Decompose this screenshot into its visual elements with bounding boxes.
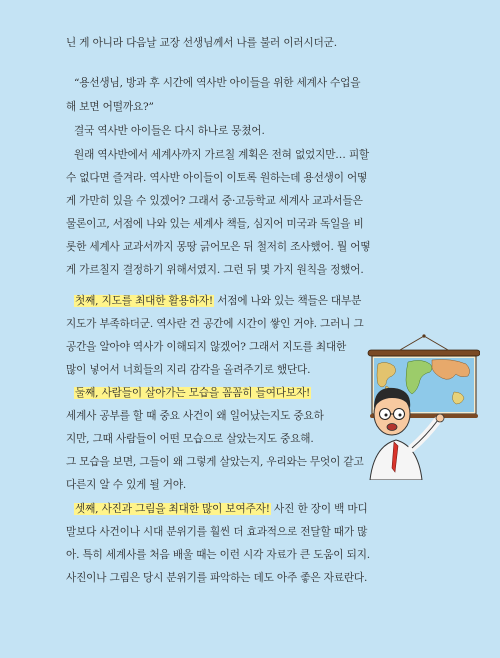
text-line: 원래 역사반에서 세계사까지 가르칠 계획은 전혀 없었지만… 피할 bbox=[74, 149, 370, 161]
text-line: 닌 게 아니라 다음날 교장 선생님께서 나를 불러 이러시더군. bbox=[66, 37, 337, 49]
illustration-svg bbox=[360, 330, 480, 480]
text-line: 결국 역사반 아이들은 다시 하나로 뭉쳤어. bbox=[74, 125, 265, 137]
principle-2-highlight: 둘째, 사람들이 살아가는 모습을 꼼꼼히 들여다보자! bbox=[75, 387, 311, 399]
text-line: 다른지 알 수 있게 될 거야. bbox=[66, 479, 187, 491]
text-line: 수 없다면 즐겨라. 역사반 아이들이 이토록 원하는데 용선생이 어떻 bbox=[66, 172, 368, 184]
text-line: 게 가르칠지 결정하기 위해서였지. 그런 뒤 몇 가지 원칙을 정했어. bbox=[66, 264, 364, 276]
text-line: 게 가만히 있을 수 있겠어? 그래서 중·고등학교 세계사 교과서들은 bbox=[66, 195, 363, 207]
text-line: “용선생님, 방과 후 시간에 역사반 아이들을 위한 세계사 수업을 bbox=[74, 77, 361, 89]
text-line: 많이 넣어서 너희들의 지리 감각을 올려주기로 했단다. bbox=[66, 364, 311, 376]
text-line: 롯한 세계사 교과서까지 몽땅 긁어모은 뒤 철저히 조사했어. 뭘 어떻 bbox=[66, 241, 371, 253]
principle-3-highlight: 셋째, 사진과 그림을 최대한 많이 보여주자! bbox=[75, 503, 270, 515]
principle-1-text: 서점에 나와 있는 책들은 대부분 bbox=[213, 295, 362, 307]
text-line: 아. 특히 세계사를 처음 배울 때는 이런 시각 자료가 큰 도움이 되지. bbox=[66, 549, 370, 561]
text-line: 세계사 공부를 할 때 중요 사건이 왜 일어났는지도 중요하 bbox=[66, 410, 324, 422]
text-line: 지만, 그때 사람들이 어떤 모습으로 살았는지도 중요해. bbox=[66, 433, 314, 445]
text-line: 공간을 알아야 역사가 이해되지 않겠어? 그래서 지도를 최대한 bbox=[66, 341, 347, 353]
text-line: 지도가 부족하더군. 역사란 건 공간에 시간이 쌓인 거야. 그러니 그 bbox=[66, 318, 364, 330]
teacher-with-world-map-icon bbox=[360, 330, 480, 480]
text-line: 사진이나 그림은 당시 분위기를 파악하는 데도 아주 좋은 자료란다. bbox=[66, 572, 368, 584]
principle-1-line bbox=[74, 294, 361, 308]
text-line: 말보다 사건이나 시대 분위기를 훨씬 더 효과적으로 전달할 때가 많 bbox=[66, 526, 368, 538]
principle-2-line bbox=[74, 386, 311, 400]
text-line: 물론이고, 서점에 나와 있는 세계사 책들, 심지어 미국과 독일을 비 bbox=[66, 218, 364, 230]
text-line: 그 모습을 보면, 그들이 왜 그렇게 살았는지, 우리와는 무엇이 같고 bbox=[66, 456, 364, 468]
principle-1-highlight: 첫째, 지도를 최대한 활용하자! bbox=[75, 295, 213, 307]
principle-3-text: 사진 한 장이 백 마디 bbox=[270, 503, 368, 515]
principle-3-line bbox=[74, 502, 368, 516]
text-line: 해 보면 어떨까요?” bbox=[66, 101, 154, 113]
